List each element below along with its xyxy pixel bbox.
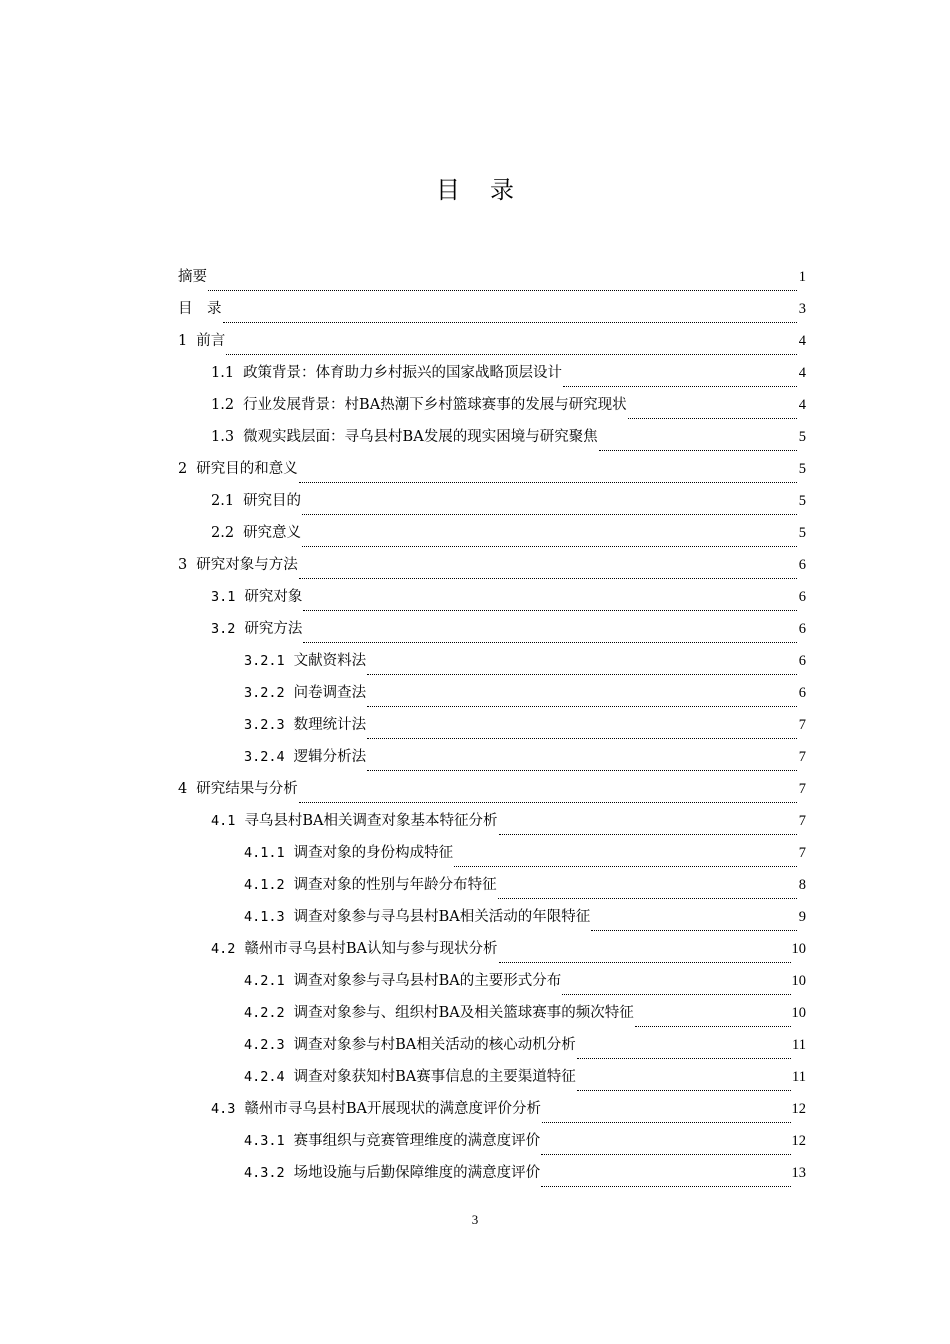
toc-entry[interactable]	[178, 1098, 806, 1130]
toc-entry-title: 调查对象参与、组织村BA及相关篮球赛事的频次特征	[293, 1005, 634, 1021]
toc-entry[interactable]	[178, 522, 806, 554]
toc-entry-title: 摘要	[178, 269, 207, 285]
toc-entry-page: 13	[791, 1165, 806, 1181]
toc-entry-page: 11	[792, 1069, 806, 1085]
toc-entry-title: 研究对象与方法	[196, 557, 298, 573]
table-of-contents	[178, 266, 806, 1194]
toc-dot-leader	[563, 375, 797, 389]
toc-entry[interactable]	[178, 1130, 806, 1162]
toc-dot-leader	[367, 759, 797, 773]
toc-dot-leader	[541, 1175, 790, 1189]
toc-entry-number: 2.2	[211, 525, 235, 541]
toc-entry[interactable]	[178, 1162, 806, 1194]
toc-entry-title: 行业发展背景：村BA热潮下乡村篮球赛事的发展与研究现状	[243, 397, 627, 413]
toc-entry[interactable]	[178, 362, 806, 394]
toc-entry-page: 6	[798, 685, 806, 701]
toc-dot-leader	[299, 471, 797, 485]
toc-entry-page: 4	[798, 397, 806, 413]
toc-entry-title: 场地设施与后勤保障维度的满意度评价	[293, 1165, 541, 1181]
toc-entry-number: 4.2.3	[244, 1037, 285, 1053]
toc-entry[interactable]	[178, 618, 806, 650]
toc-entry-number: 3.2.4	[244, 749, 285, 765]
toc-dot-leader	[635, 1015, 791, 1029]
toc-entry[interactable]	[178, 938, 806, 970]
toc-entry-number: 3.2.3	[244, 717, 285, 733]
toc-entry-title: 数理统计法	[293, 717, 367, 733]
toc-entry-page: 10	[791, 941, 806, 957]
toc-entry-number: 4.1	[211, 813, 236, 829]
toc-entry-title: 调查对象获知村BA赛事信息的主要渠道特征	[293, 1069, 576, 1085]
toc-entry-number: 3	[178, 557, 188, 573]
toc-entry-title: 调查对象的身份构成特征	[293, 845, 454, 861]
toc-entry-page: 6	[798, 653, 806, 669]
toc-dot-leader	[226, 343, 797, 357]
toc-entry-page: 8	[798, 877, 806, 893]
toc-dot-leader	[303, 631, 797, 645]
toc-entry-page: 10	[791, 973, 806, 989]
toc-entry-number: 3.1	[211, 589, 236, 605]
toc-dot-leader	[542, 1111, 790, 1125]
toc-entry-number: 1	[178, 333, 188, 349]
toc-entry-page: 7	[798, 717, 806, 733]
toc-dot-leader	[302, 535, 797, 549]
toc-entry-number: 3.2	[211, 621, 236, 637]
toc-dot-leader	[299, 791, 797, 805]
toc-entry[interactable]	[178, 682, 806, 714]
toc-entry-page: 6	[798, 557, 806, 573]
toc-entry-title: 微观实践层面：寻乌县村BA发展的现实困境与研究聚焦	[243, 429, 598, 445]
toc-entry-page: 12	[791, 1101, 806, 1117]
toc-entry-page: 9	[798, 909, 806, 925]
toc-dot-leader	[454, 855, 797, 869]
toc-entry[interactable]	[178, 746, 806, 778]
toc-entry-title: 研究对象	[244, 589, 303, 605]
toc-entry-number: 4.2.1	[244, 973, 285, 989]
toc-entry-page: 4	[798, 365, 806, 381]
toc-dot-leader	[367, 727, 797, 741]
page-title: 目录	[436, 176, 544, 204]
toc-entry-number: 4.1.2	[244, 877, 285, 893]
toc-entry-title: 赣州市寻乌县村BA开展现状的满意度评价分析	[244, 1101, 542, 1117]
toc-entry-title: 逻辑分析法	[293, 749, 367, 765]
toc-entry-number: 3.2.1	[244, 653, 285, 669]
toc-entry-page: 6	[798, 621, 806, 637]
toc-entry-title: 文献资料法	[293, 653, 367, 669]
toc-entry[interactable]	[178, 426, 806, 458]
toc-entry[interactable]	[178, 490, 806, 522]
toc-dot-leader	[367, 663, 797, 677]
page-number: 3	[471, 1212, 479, 1227]
toc-entry[interactable]	[178, 1002, 806, 1034]
toc-entry-title: 研究结果与分析	[196, 781, 298, 797]
toc-entry-page: 5	[798, 525, 806, 541]
toc-entry[interactable]	[178, 298, 806, 330]
toc-entry[interactable]	[178, 810, 806, 842]
toc-entry-page: 12	[791, 1133, 806, 1149]
toc-entry-number: 4	[178, 781, 188, 797]
toc-entry[interactable]	[178, 458, 806, 490]
toc-dot-leader	[303, 599, 797, 613]
toc-entry-title: 研究意义	[243, 525, 302, 541]
toc-entry-page: 7	[798, 813, 806, 829]
toc-entry-page: 4	[798, 333, 806, 349]
toc-entry[interactable]	[178, 330, 806, 362]
toc-entry-page: 7	[798, 781, 806, 797]
toc-entry[interactable]	[178, 906, 806, 938]
toc-entry-number: 4.1.3	[244, 909, 285, 925]
toc-dot-leader	[223, 311, 798, 325]
toc-dot-leader	[299, 567, 797, 581]
toc-entry[interactable]	[178, 874, 806, 906]
toc-entry-number: 4.2	[211, 941, 236, 957]
toc-dot-leader	[599, 439, 797, 453]
toc-entry-title: 调查对象参与寻乌县村BA相关活动的年限特征	[293, 909, 591, 925]
toc-entry-number: 4.1.1	[244, 845, 285, 861]
toc-entry-page: 10	[791, 1005, 806, 1021]
toc-entry-title: 寻乌县村BA相关调查对象基本特征分析	[244, 813, 498, 829]
toc-entry-number: 4.2.2	[244, 1005, 285, 1021]
toc-entry-title: 问卷调查法	[293, 685, 367, 701]
toc-entry-page: 1	[798, 269, 806, 285]
toc-entry-page: 5	[798, 493, 806, 509]
toc-dot-leader	[591, 919, 797, 933]
toc-entry-number: 4.3.1	[244, 1133, 285, 1149]
toc-entry-title: 调查对象参与寻乌县村BA的主要形式分布	[293, 973, 562, 989]
toc-entry[interactable]	[178, 970, 806, 1002]
toc-entry[interactable]	[178, 586, 806, 618]
toc-dot-leader	[498, 887, 797, 901]
toc-entry-page: 7	[798, 749, 806, 765]
toc-dot-leader	[499, 823, 797, 837]
toc-dot-leader	[577, 1079, 791, 1093]
toc-entry-page: 5	[798, 429, 806, 445]
toc-entry[interactable]	[178, 650, 806, 682]
toc-entry[interactable]	[178, 554, 806, 586]
toc-entry[interactable]	[178, 266, 806, 298]
toc-entry[interactable]	[178, 714, 806, 746]
toc-entry-number: 2	[178, 461, 188, 477]
toc-entry-page: 11	[792, 1037, 806, 1053]
toc-entry-number: 4.3.2	[244, 1165, 285, 1181]
toc-dot-leader	[367, 695, 797, 709]
toc-entry-number: 2.1	[211, 493, 235, 509]
toc-entry-number: 1.3	[211, 429, 235, 445]
toc-entry-title: 政策背景：体育助力乡村振兴的国家战略顶层设计	[243, 365, 563, 381]
toc-dot-leader	[628, 407, 797, 421]
toc-dot-leader	[302, 503, 797, 517]
toc-entry[interactable]	[178, 1066, 806, 1098]
toc-entry-page: 5	[798, 461, 806, 477]
toc-entry-title: 赛事组织与竞赛管理维度的满意度评价	[293, 1133, 541, 1149]
toc-entry-title: 赣州市寻乌县村BA认知与参与现状分析	[244, 941, 498, 957]
toc-entry[interactable]	[178, 842, 806, 874]
toc-entry-number: 1.2	[211, 397, 235, 413]
toc-entry-title: 前言	[196, 333, 226, 349]
toc-dot-leader	[577, 1047, 791, 1061]
toc-entry-title: 研究目的	[243, 493, 302, 509]
toc-entry-title: 调查对象的性别与年龄分布特征	[293, 877, 497, 893]
toc-dot-leader	[499, 951, 791, 965]
toc-entry-number: 3.2.2	[244, 685, 285, 701]
toc-entry-title: 目 录	[178, 301, 222, 317]
toc-entry-title: 研究目的和意义	[196, 461, 298, 477]
toc-entry-number: 4.3	[211, 1101, 236, 1117]
toc-dot-leader	[208, 279, 797, 293]
toc-dot-leader	[541, 1143, 790, 1157]
toc-entry[interactable]	[178, 394, 806, 426]
toc-entry-number: 4.2.4	[244, 1069, 285, 1085]
toc-entry[interactable]	[178, 778, 806, 810]
toc-entry-title: 调查对象参与村BA相关活动的核心动机分析	[293, 1037, 576, 1053]
toc-entry-number: 1.1	[211, 365, 235, 381]
toc-entry-page: 7	[798, 845, 806, 861]
toc-entry[interactable]	[178, 1034, 806, 1066]
toc-entry-page: 6	[798, 589, 806, 605]
toc-dot-leader	[562, 983, 790, 997]
toc-entry-title: 研究方法	[244, 621, 303, 637]
toc-entry-page: 3	[798, 301, 806, 317]
